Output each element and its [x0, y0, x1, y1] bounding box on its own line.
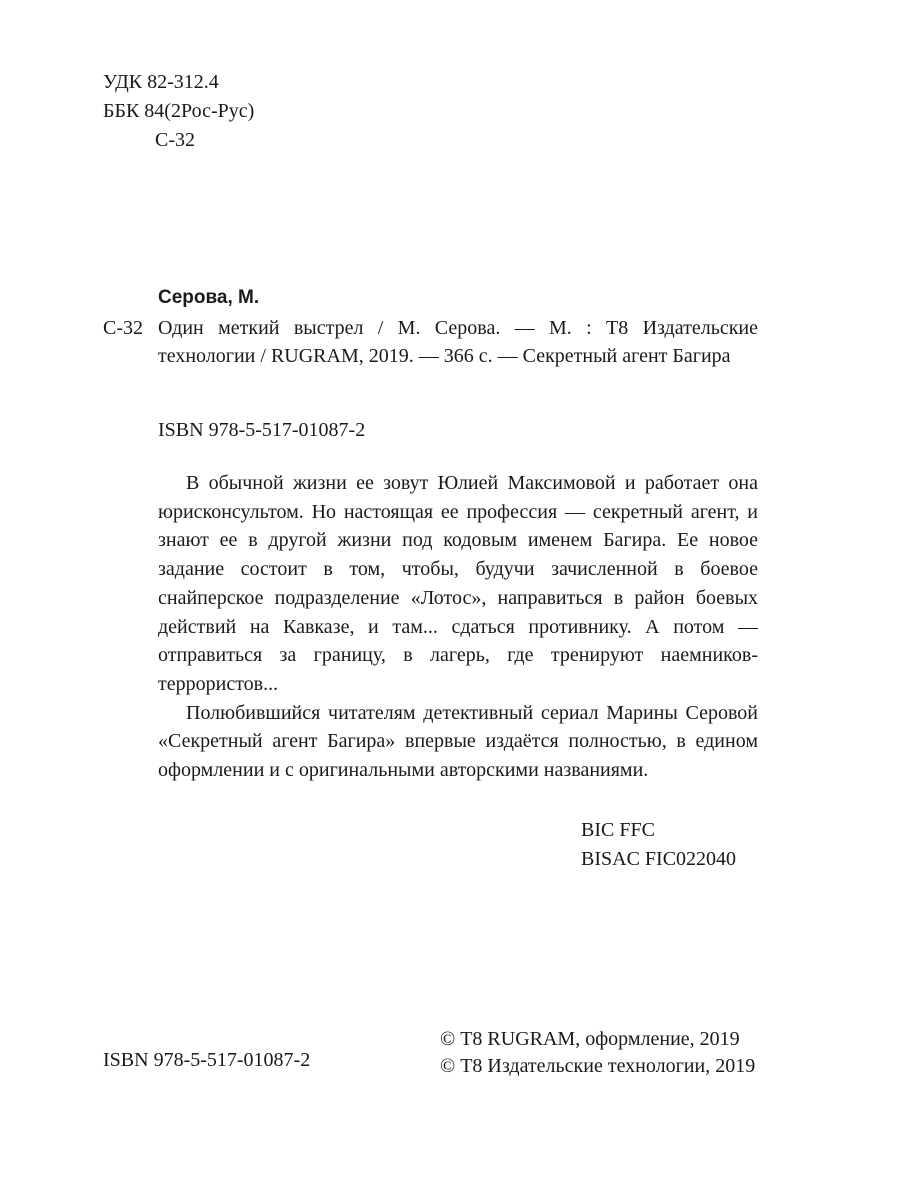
copyright-design: © Т8 RUGRAM, оформление, 2019: [440, 1028, 740, 1050]
annotation-paragraph: В обычной жизни ее зовут Юлией Максимовой и работает она юрисконсультом. Но настоящая ее профессия — секретный агент, и знают ее в другой жизни под кодовым именем Багира. Ее новое задание состоит в том, чтобы, будучи зачисленной в боевое снайперское подразделение «Лотос», направиться в район боевых действий на Кавказе, и там... сдаться противнику. А потом — отправиться за границу, в лагерь, где тренируют наемников-террористов...: [158, 472, 758, 695]
catalog-description: Один меткий выстрел / М. Серова. — М. : Т8 Издательские технологии / RUGRAM, 2019. — 366 с. — Секретный агент Багира: [158, 317, 758, 367]
bbk-code: ББК 84(2Рос-Рус): [103, 100, 255, 122]
copyright-notices: [440, 1025, 755, 1079]
catalog-author: Серова, М.: [158, 287, 260, 308]
bic-code: BIC FFC: [581, 819, 655, 841]
footer-isbn: ISBN 978-5-517-01087-2: [103, 1049, 311, 1071]
annotation-paragraph: Полюбившийся читателям детективный сериал Марины Серовой «Секретный агент Багира» впервые издаётся полностью, в едином оформлении и с оригинальными авторскими названиями.: [158, 701, 758, 782]
catalog-author-mark: С-32: [103, 317, 143, 339]
subject-codes: [581, 816, 736, 874]
udk-code: УДК 82-312.4: [103, 71, 219, 93]
classification-block: [103, 68, 254, 155]
copyright-publisher: © Т8 Издательские технологии, 2019: [440, 1055, 756, 1077]
catalog-isbn: ISBN 978-5-517-01087-2: [158, 419, 366, 441]
bisac-code: BISAC FIC022040: [581, 848, 737, 870]
annotation: [158, 469, 758, 785]
author-mark: С-32: [155, 129, 195, 151]
